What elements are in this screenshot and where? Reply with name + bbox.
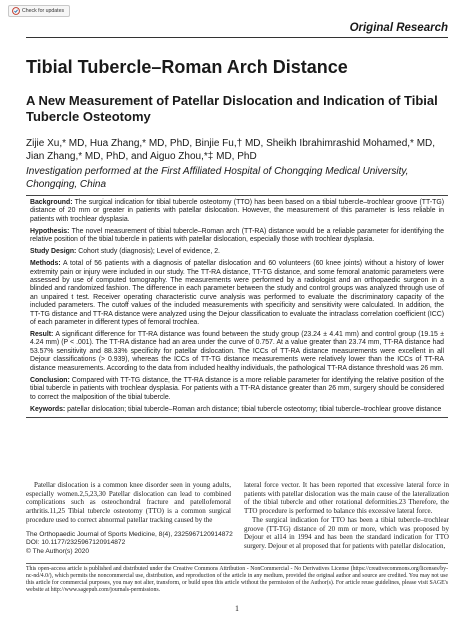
right-paragraph-2: The surgical indication for TTO has been a tibial tubercle–trochlear groove (TT-TG) distance of 20 mm or more, which was proposed by Dejour et al14 in 1994 and has been the standard indication for TTO surgery. Dejour et al proposed that for patients with patellar dislocation, (244, 515, 449, 550)
abstract-conclusion (30, 377, 444, 402)
results-text: A significant difference for TT-RA distance was found between the study group (23.24 ± 4.41 mm) and control group (19.15 ± 4.24 mm) (P < .001). The TT-RA distance had an area under the curve of 0.757. At a value greater than 23.74 mm, TT-RA distance had 53.57% sensitivity and 88.33% specificity for patellar dislocation. The ICCs of TT-RA distance measurements were excellent in all Dejour classifications (> 0.939), whereas the ICCs of TT-TG distance measurements were relatively lower than the ICCs of TT-RA distance measurements. According to the data from included healthy individuals, the pathological TT-RA distance threshold was 26 mm. (30, 331, 444, 372)
page-number: 1 (235, 604, 239, 613)
abstract-results (30, 331, 444, 373)
journal-line-1: The Orthopaedic Journal of Sports Medicine, 8(4), 2325967120914872 (26, 531, 233, 538)
background-label: Background: (30, 199, 73, 206)
journal-doi[interactable]: DOI: 10.1177/2325967120914872 (26, 539, 126, 547)
right-paragraph-1: lateral force vector. It has been reported that excessive lateral force in patients with patellar dislocation was the main cause of the lateralization of the tibial tubercle and other rotational deformities.23 Therefore, the TTO procedure is performed to balance this excessive lateral force. (244, 481, 449, 516)
conclusion-label: Conclusion: (30, 376, 70, 384)
right-column (244, 481, 449, 551)
methods-text: A total of 56 patients with a diagnosis of patellar dislocation and 60 volunteers (60 knee joints) without a history of lower extremity pain or injury were included in our study. The TT-RA distance, TT-TG distance, and some femoral anatomic parameters were assessed by use of computed tomography. The measurements were performed by a radiologist and an orthopaedic surgeon in a blinded and randomized fashion. The difference in each parameter between the study and control groups was analyzed through use of an unpaired t test. Receiver operating characteristic curve analysis was performed to evaluate the discriminatory capacity of the included parameters. The cutoff values of the included measurements with specificity and sensitivity were calculated. In addition, the TT-TG distance and TT-RA distance were analyzed using the Dejour classification to evaluate the intraclass correlation coefficient (ICC) of each parameter in different types of femoral trochlea. (30, 260, 444, 327)
article-title: Tibial Tubercle–Roman Arch Distance (26, 57, 348, 77)
conclusion-text: Compared with TT-TG distance, the TT-RA distance is a more reliable parameter for identifying the relative position of the tibial tubercle in patients with trochlear dysplasia. For patients with a TT-RA distance greater than 26 mm, surgery should be considered to correct the malposition of the tibial tubercle. (30, 376, 444, 401)
design-text: Cohort study (diagnosis); Level of evidence, 2. (78, 248, 220, 256)
left-column (26, 481, 231, 525)
keywords-text: patellar dislocation; tibial tubercle–Roman arch distance; tibial tubercle osteotomy; tibial tubercle–trochlear groove distance (67, 405, 442, 413)
check-for-updates-badge[interactable] (8, 5, 70, 17)
footnote-divider (26, 563, 448, 564)
abstract-hypothesis (30, 228, 444, 245)
abstract-keywords (30, 406, 444, 414)
author-list: Zijie Xu,* MD, Hua Zhang,* MD, PhD, Binjie Fu,† MD, Sheikh Ibrahimrashid Mohamed,* MD, Jian Zhang,* MD, PhD, and Aiguo Zhou,*‡ MD, PhD (26, 138, 436, 162)
hypothesis-label: Hypothesis: (30, 227, 70, 235)
background-text: The surgical indication for tibial tubercle osteotomy (TTO) has been based on a tibial tubercle–trochlear groove (TT-TG) distance of 20 mm or greater in patients with patellar dislocation. However, the measurement of this parameter is less reliable in patients with trochlear dysplasia. (30, 199, 445, 223)
abstract-background (30, 199, 444, 224)
article-subtitle: A New Measurement of Patellar Dislocation and Indication of Tibial Tubercle Osteotomy (26, 93, 438, 124)
design-label: Study Design: (30, 248, 77, 256)
affiliation: Investigation performed at the First Affiliated Hospital of Chongqing Medical University, Chongqing, China (26, 166, 409, 190)
license-text: This open-access article is published and distributed under the Creative Commons Attribution - NonCommercial - No Derivatives License (https://creativecommons.org/licenses/by-nc-nd/4.0/), which permits the noncommercial use, distribution, and reproduction of the article in any medium, provided the original author and source are credited. You may not use this article for commercial purposes, you may not alter, transform, or build upon this article without the permission of the Author(s). For article reuse guidelines, please visit SAGE's website at http://www.sagepub.com/journals-permissions. (26, 566, 448, 593)
results-label: Result: (30, 331, 54, 339)
abstract-design (30, 248, 444, 256)
abstract-box (26, 195, 448, 418)
keywords-label: Keywords: (30, 405, 66, 413)
check-updates-icon (12, 7, 20, 15)
header-divider (26, 37, 448, 38)
methods-label: Methods: (30, 260, 61, 268)
section-label: Original Research (349, 22, 448, 34)
check-for-updates-label: Check for updates (22, 8, 65, 14)
hypothesis-text: The novel measurement of tibial tubercle–Roman arch (TT-RA) distance would be a reliable parameter for identifying the relative position of the tibial tubercle in patients with patellar dislocation, especially those with trochlear dysplasia. (30, 227, 444, 244)
intro-paragraph: Patellar dislocation is a common knee disorder seen in young adults, especially women.2,5,23,30 Patellar dislocation can lead to combined complications such as osteochondral fracture and patellofemoral arthritis.11,25 Tibial tubercle osteotomy (TTO) is a common surgical procedure used to correct abnormal patellar tracking caused by the (26, 481, 231, 524)
journal-copyright: © The Author(s) 2020 (26, 547, 90, 555)
journal-citation (26, 531, 233, 556)
abstract-methods (30, 260, 444, 327)
